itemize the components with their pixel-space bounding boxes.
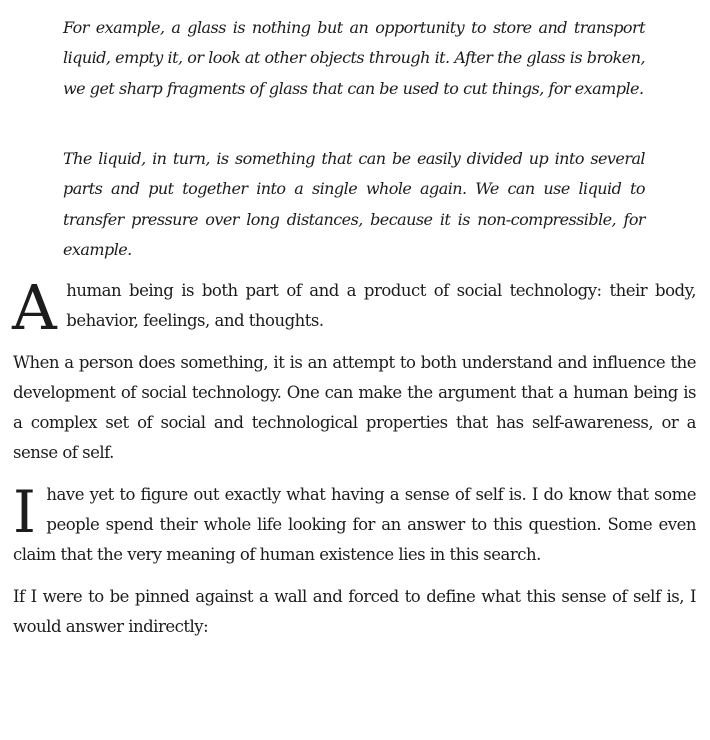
body-paragraph-person-does: When a person does something, it is an attempt to both understand and influence the development of social technology. One can make the argument that a human being is a complex set of social and technological properties that has self-awareness, or a sense of self. <box>13 353 696 462</box>
body-paragraph-text: human being is both part of and a product of social technology: their body, behavior, feelings, and thoughts. <box>66 281 696 330</box>
body-paragraph-text: have yet to figure out exactly what having a sense of self is. I do know that some people spend their whole life looking for an answer to this question. Some even claim that the very meaning of human existence lies in this search. <box>13 485 696 564</box>
drop-cap-letter: A <box>12 271 57 344</box>
body-paragraph-sense-of-self <box>13 480 696 570</box>
quote-paragraph-liquid: The liquid, in turn, is something that can be easily divided up into several parts and put together into a single whole again. We can use liquid to transfer pressure over long distances, because it is non-compressible, for example. <box>63 149 645 259</box>
drop-cap-letter: I <box>13 478 36 546</box>
body-paragraph-pinned-against-wall: If I were to be pinned against a wall and forced to define what this sense of self is, I would answer indirectly: <box>13 587 696 636</box>
body-paragraph-human-being <box>12 271 696 344</box>
quote-paragraph-glass: For example, a glass is nothing but an opportunity to store and transport liquid, empty it, or look at other objects through it. After the glass is broken, we get sharp fragments of glass that can be used to cut things, for example. <box>63 18 645 98</box>
